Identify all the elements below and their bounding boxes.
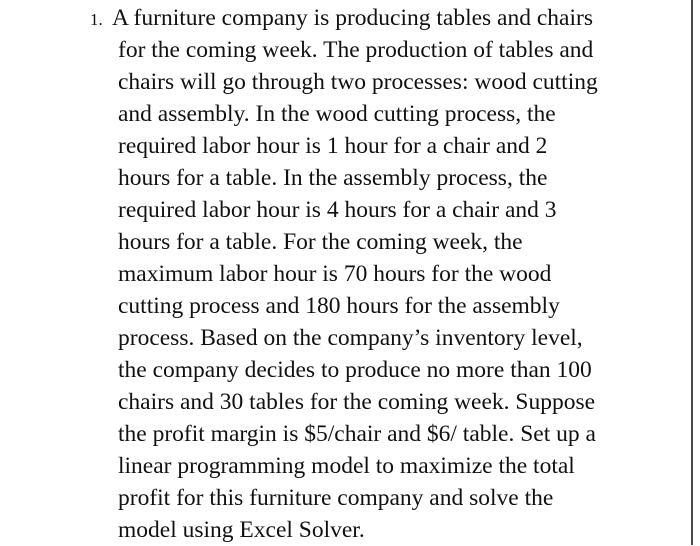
problem-line: linear programming model to maximize the total bbox=[118, 453, 575, 479]
right-border-line bbox=[691, 0, 693, 545]
problem-line: profit for this furniture company and solve the bbox=[118, 485, 554, 511]
problem-line: hours for a table. In the assembly process, the bbox=[118, 165, 548, 191]
problem-text bbox=[112, 2, 682, 546]
problem-line: the company decides to produce no more than 100 bbox=[118, 357, 592, 383]
problem-line: and assembly. In the wood cutting process, the bbox=[118, 101, 556, 127]
problem-line: model using Excel Solver. bbox=[118, 517, 365, 543]
problem-line: chairs and 30 tables for the coming week. Suppose bbox=[118, 389, 596, 415]
problem-line: maximum labor hour is 70 hours for the wood bbox=[118, 261, 552, 287]
problem-line: chairs will go through two processes: wood cutting bbox=[118, 69, 598, 95]
problem-line: process. Based on the company’s inventory level, bbox=[118, 325, 583, 351]
problem-line: the profit margin is $5/chair and $6/ table. Set up a bbox=[118, 421, 596, 447]
problem-number: 1. bbox=[90, 10, 103, 29]
problem-line: for the coming week. The production of tables and bbox=[118, 37, 594, 63]
problem-line: required labor hour is 4 hours for a chair and 3 bbox=[118, 197, 557, 223]
problem-line: hours for a table. For the coming week, the bbox=[118, 229, 523, 255]
problem-line: cutting process and 180 hours for the assembly bbox=[118, 293, 560, 319]
problem-line: required labor hour is 1 hour for a chair and 2 bbox=[118, 133, 548, 159]
problem-line: A furniture company is producing tables and chairs bbox=[112, 5, 593, 31]
